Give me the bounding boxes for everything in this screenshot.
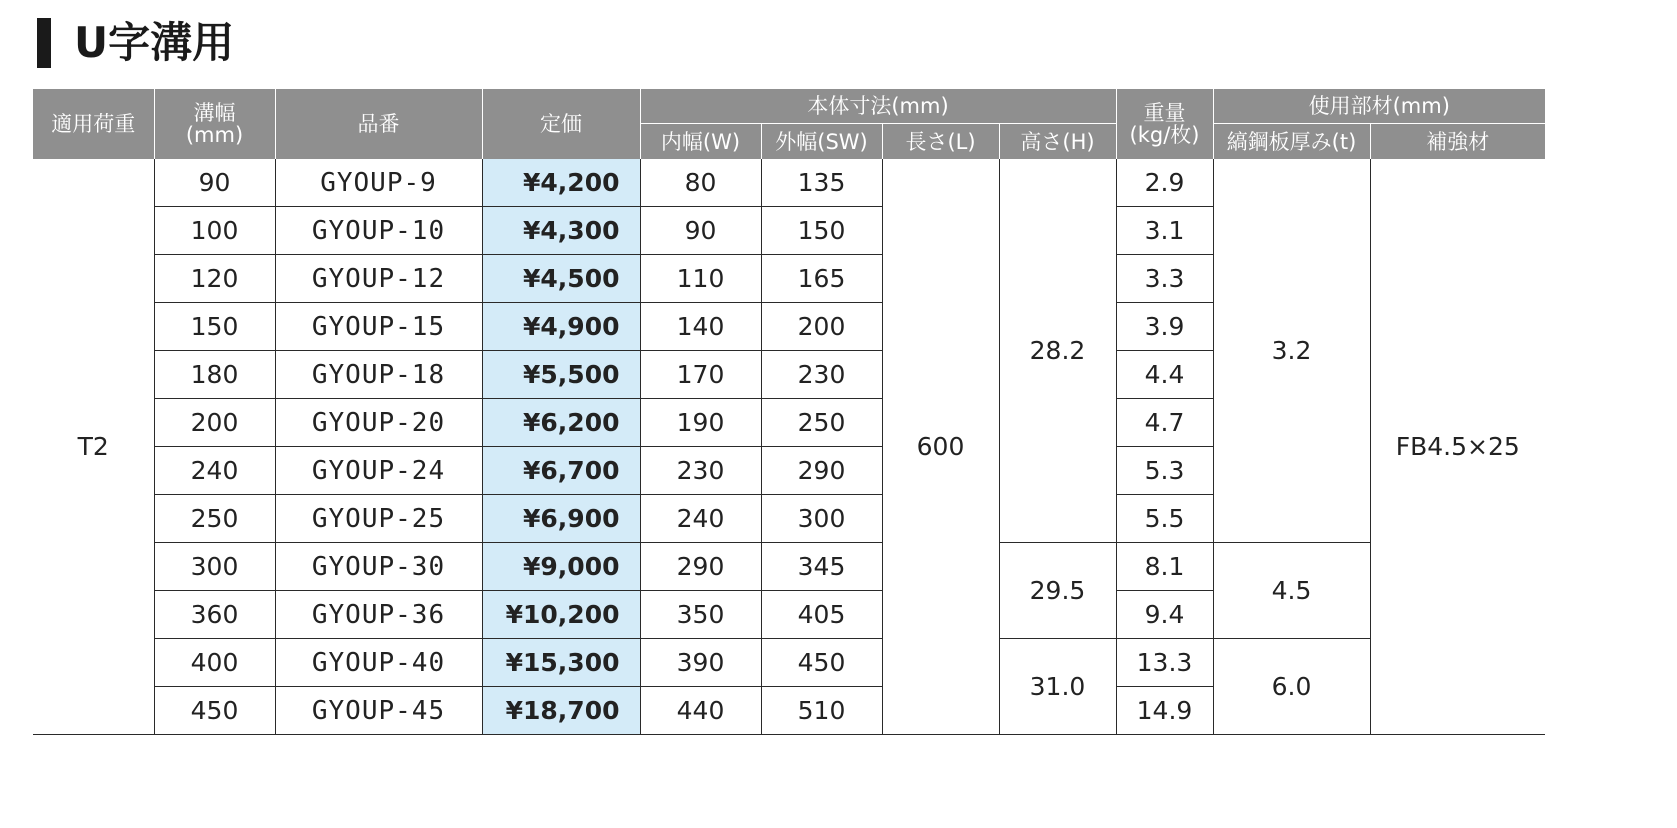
price-cell: ¥4,300	[482, 207, 640, 255]
outer-width-cell: 450	[761, 639, 882, 687]
weight-cell: 5.5	[1116, 495, 1213, 543]
price-cell: ¥15,300	[482, 639, 640, 687]
inner-width-cell: 240	[640, 495, 761, 543]
width-cell: 180	[154, 351, 275, 399]
table-row	[33, 159, 1545, 207]
width-cell: 200	[154, 399, 275, 447]
load-cell: T2	[33, 159, 154, 735]
header-width-label: 溝幅	[193, 101, 236, 125]
outer-width-cell: 345	[761, 543, 882, 591]
price-cell: ¥6,200	[482, 399, 640, 447]
outer-width-cell: 250	[761, 399, 882, 447]
header-width	[154, 89, 275, 159]
inner-width-cell: 80	[640, 159, 761, 207]
price-cell: ¥5,500	[482, 351, 640, 399]
price-cell: ¥6,900	[482, 495, 640, 543]
inner-width-cell: 190	[640, 399, 761, 447]
header-width-unit: (mm)	[185, 123, 244, 147]
part-no-cell: GYOUP-20	[275, 399, 482, 447]
width-cell: 400	[154, 639, 275, 687]
outer-width-cell: 150	[761, 207, 882, 255]
header-outer-width: 外幅(SW)	[761, 124, 882, 160]
header-weight-label: 重量	[1143, 101, 1186, 125]
weight-cell: 3.3	[1116, 255, 1213, 303]
height-cell: 28.2	[999, 159, 1116, 543]
outer-width-cell: 200	[761, 303, 882, 351]
part-no-cell: GYOUP-12	[275, 255, 482, 303]
inner-width-cell: 170	[640, 351, 761, 399]
weight-cell: 4.4	[1116, 351, 1213, 399]
inner-width-cell: 350	[640, 591, 761, 639]
price-cell: ¥4,900	[482, 303, 640, 351]
price-cell: ¥4,200	[482, 159, 640, 207]
inner-width-cell: 440	[640, 687, 761, 735]
weight-cell: 13.3	[1116, 639, 1213, 687]
table-row	[33, 639, 1545, 687]
weight-cell: 14.9	[1116, 687, 1213, 735]
inner-width-cell: 90	[640, 207, 761, 255]
header-part-no: 品番	[275, 89, 482, 159]
width-cell: 450	[154, 687, 275, 735]
header-inner-width: 内幅(W)	[640, 124, 761, 160]
plate-cell: 4.5	[1213, 543, 1370, 639]
width-cell: 300	[154, 543, 275, 591]
width-cell: 360	[154, 591, 275, 639]
width-cell: 240	[154, 447, 275, 495]
weight-cell: 2.9	[1116, 159, 1213, 207]
header-weight-unit: (kg/枚)	[1129, 123, 1200, 147]
plate-cell: 3.2	[1213, 159, 1370, 543]
header-weight	[1116, 89, 1213, 159]
part-no-cell: GYOUP-36	[275, 591, 482, 639]
header-price: 定価	[482, 89, 640, 159]
inner-width-cell: 230	[640, 447, 761, 495]
header-plate-thickness: 縞鋼板厚み(t)	[1213, 124, 1370, 160]
header-materials: 使用部材(mm)	[1213, 89, 1545, 124]
weight-cell: 4.7	[1116, 399, 1213, 447]
height-cell: 29.5	[999, 543, 1116, 639]
inner-width-cell: 110	[640, 255, 761, 303]
header-reinforcement: 補強材	[1370, 124, 1545, 160]
part-no-cell: GYOUP-15	[275, 303, 482, 351]
height-cell: 31.0	[999, 639, 1116, 735]
spec-table	[33, 89, 1545, 735]
width-cell: 120	[154, 255, 275, 303]
header-height: 高さ(H)	[999, 124, 1116, 160]
width-cell: 250	[154, 495, 275, 543]
part-no-cell: GYOUP-10	[275, 207, 482, 255]
part-no-cell: GYOUP-40	[275, 639, 482, 687]
part-no-cell: GYOUP-30	[275, 543, 482, 591]
header-length: 長さ(L)	[882, 124, 999, 160]
weight-cell: 9.4	[1116, 591, 1213, 639]
inner-width-cell: 140	[640, 303, 761, 351]
price-cell: ¥4,500	[482, 255, 640, 303]
price-cell: ¥18,700	[482, 687, 640, 735]
price-cell: ¥10,200	[482, 591, 640, 639]
header-body-dims: 本体寸法(mm)	[640, 89, 1116, 124]
price-cell: ¥6,700	[482, 447, 640, 495]
reinforcement-cell: FB4.5×25	[1370, 159, 1545, 735]
width-cell: 150	[154, 303, 275, 351]
outer-width-cell: 510	[761, 687, 882, 735]
price-cell: ¥9,000	[482, 543, 640, 591]
inner-width-cell: 390	[640, 639, 761, 687]
title-accent-bar	[37, 18, 51, 68]
part-no-cell: GYOUP-25	[275, 495, 482, 543]
part-no-cell: GYOUP-45	[275, 687, 482, 735]
inner-width-cell: 290	[640, 543, 761, 591]
weight-cell: 3.1	[1116, 207, 1213, 255]
weight-cell: 3.9	[1116, 303, 1213, 351]
outer-width-cell: 135	[761, 159, 882, 207]
outer-width-cell: 405	[761, 591, 882, 639]
outer-width-cell: 290	[761, 447, 882, 495]
outer-width-cell: 300	[761, 495, 882, 543]
width-cell: 100	[154, 207, 275, 255]
header-load: 適用荷重	[33, 89, 154, 159]
length-cell: 600	[882, 159, 999, 735]
table-row	[33, 543, 1545, 591]
part-no-cell: GYOUP-24	[275, 447, 482, 495]
weight-cell: 8.1	[1116, 543, 1213, 591]
width-cell: 90	[154, 159, 275, 207]
plate-cell: 6.0	[1213, 639, 1370, 735]
part-no-cell: GYOUP-9	[275, 159, 482, 207]
part-no-cell: GYOUP-18	[275, 351, 482, 399]
page-title: U字溝用	[74, 18, 235, 67]
weight-cell: 5.3	[1116, 447, 1213, 495]
outer-width-cell: 165	[761, 255, 882, 303]
outer-width-cell: 230	[761, 351, 882, 399]
